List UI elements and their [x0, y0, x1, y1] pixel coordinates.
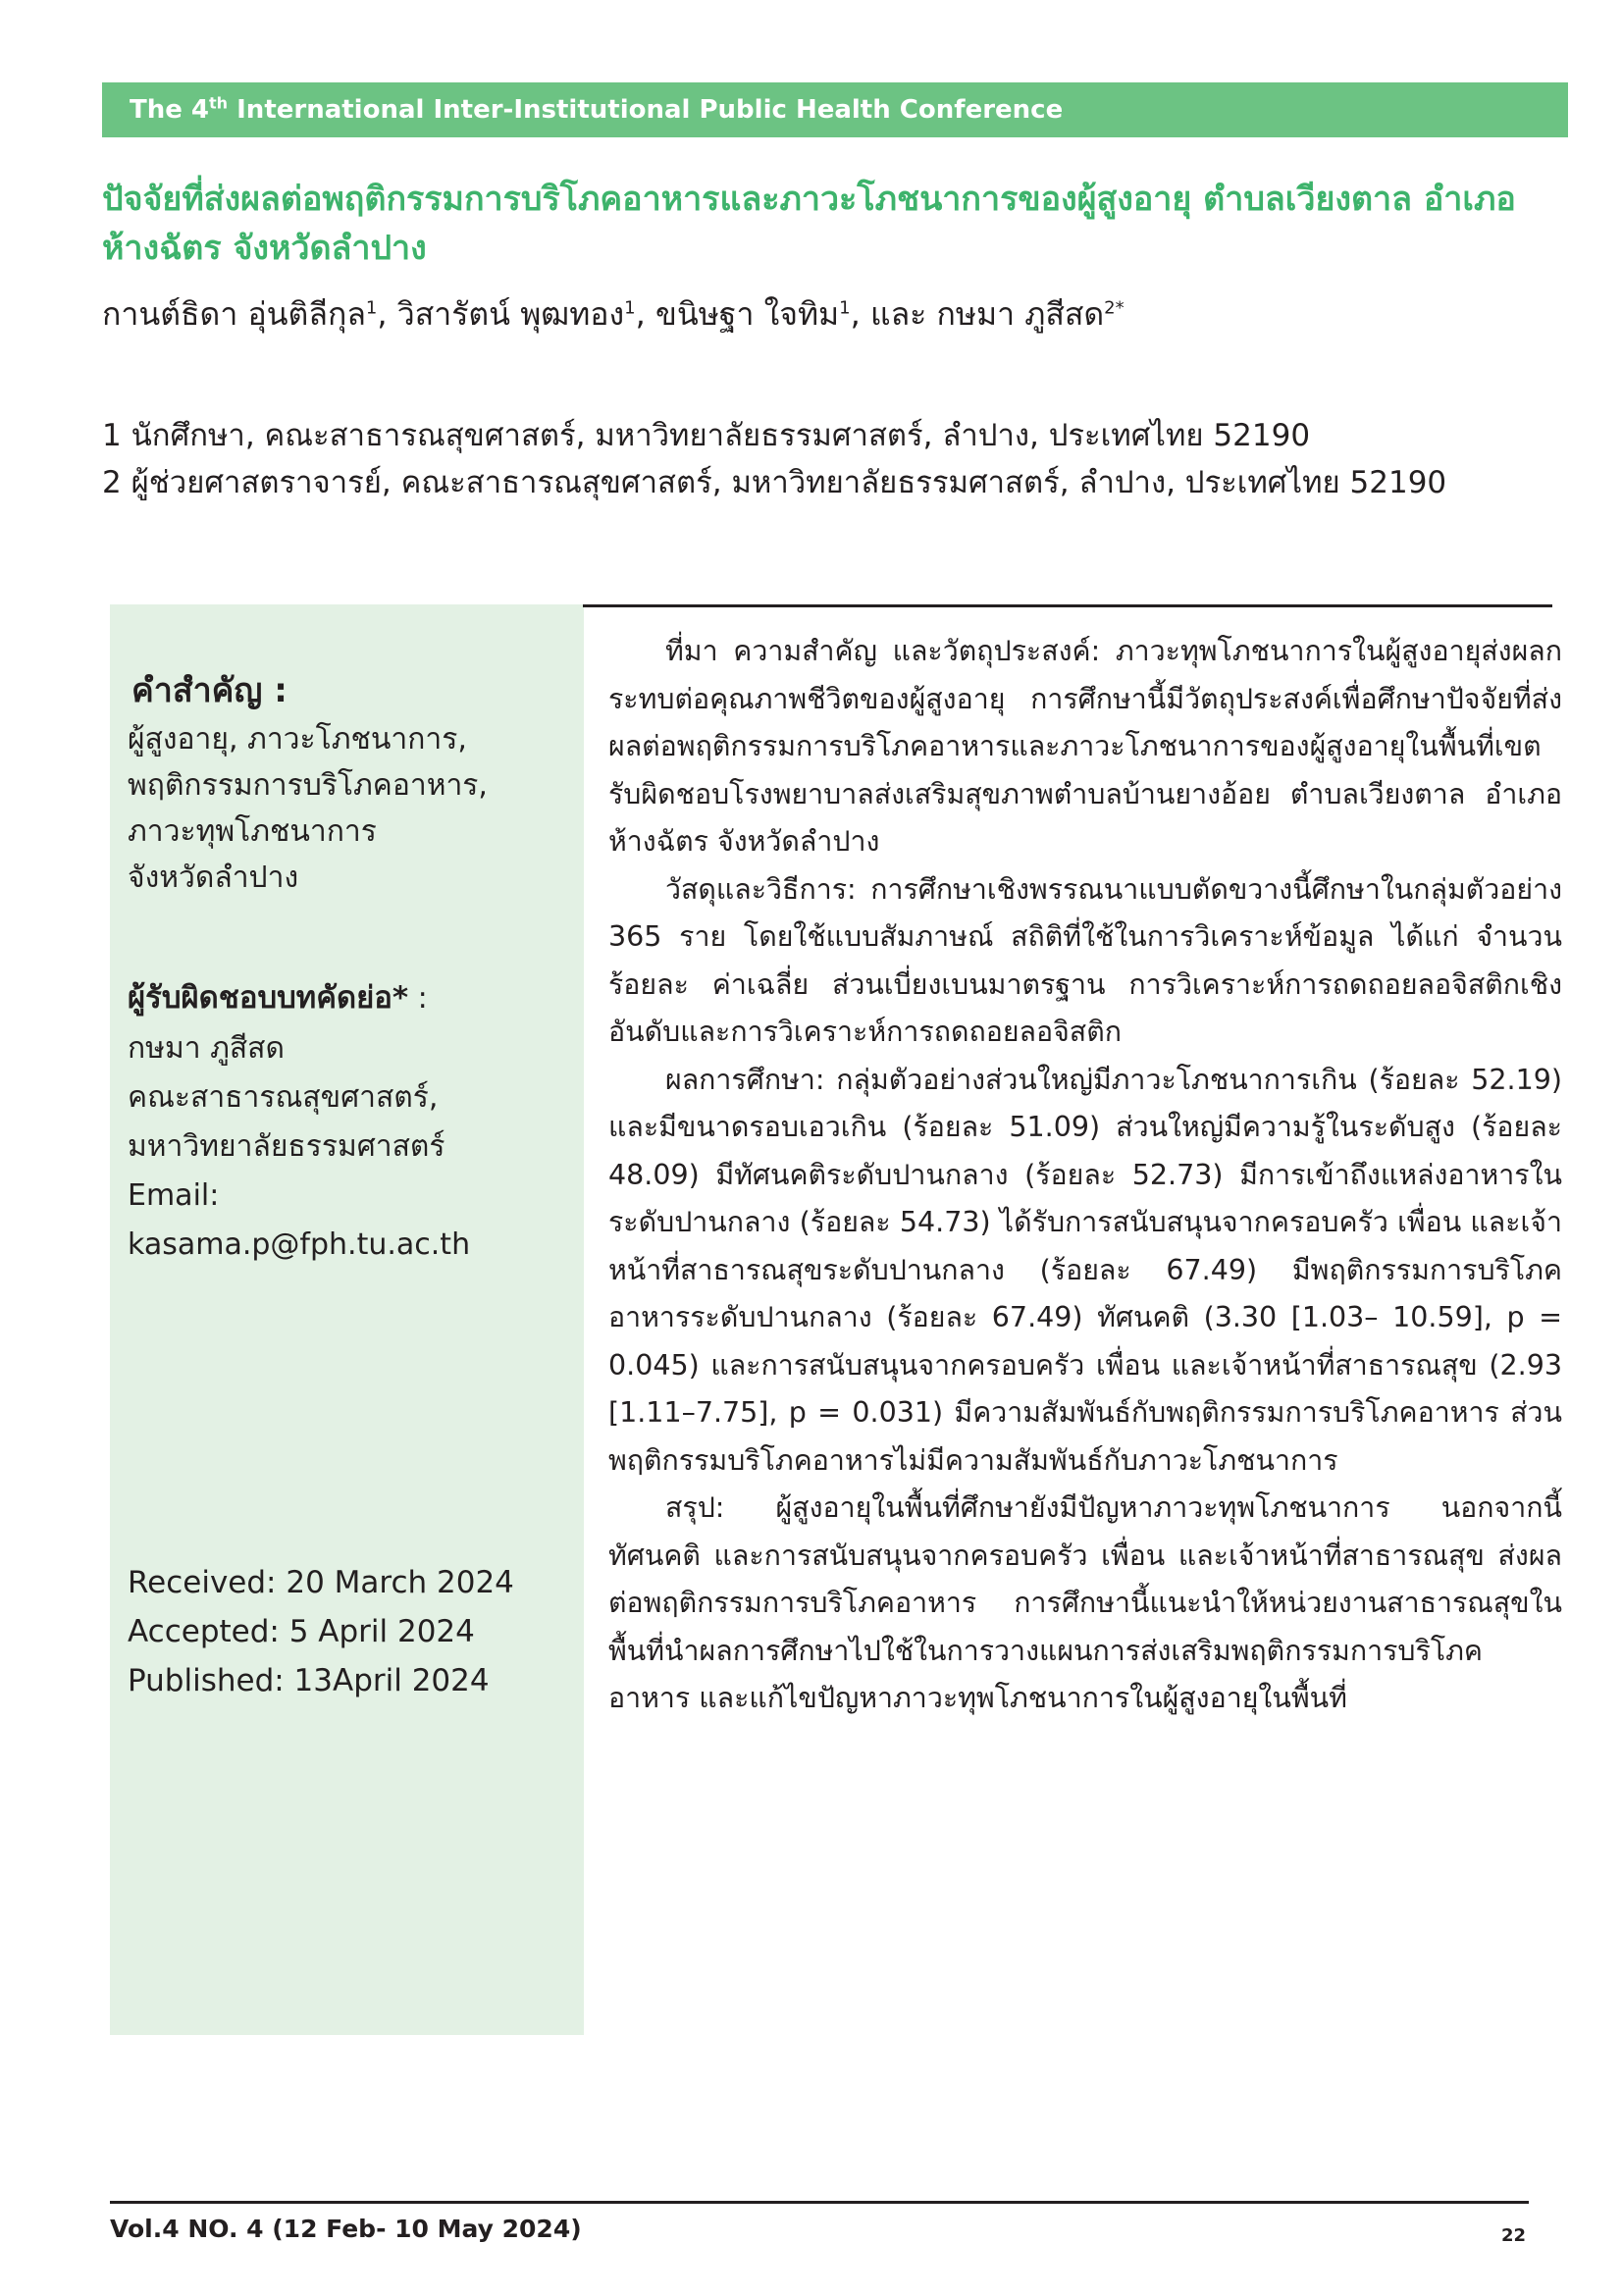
author-name: วิสารัตน์ พุฒทอง: [396, 295, 625, 333]
email-address[interactable]: kasama.p@fph.tu.ac.th: [128, 1227, 471, 1262]
accepted-date: Accepted: 5 April 2024: [128, 1614, 475, 1649]
corresponding-university: มหาวิทยาลัยธรรมศาสตร์: [128, 1129, 445, 1164]
conference-banner: [102, 82, 1568, 137]
abstract-results: ผลการศึกษา: กลุ่มตัวอย่างส่วนใหญ่มีภาวะโภชนาการเกิน (ร้อยละ 52.19) และมีขนาดรอบเอวเกิน (ร้อยละ 51.09) ส่วนใหญ่มีความรู้ในระดับสูง (ร้อยละ 48.09) มีทัศนคติระดับปานกลาง (ร้อยละ 52.73) มีการเข้าถึงแหล่งอาหารในระดับปานกลาง (ร้อยละ 54.73) ได้รับการสนับสนุนจากครอบครัว เพื่อน และเจ้าหน้าที่สาธารณสุขระดับปานกลาง (ร้อยละ 67.49) มีพฤติกรรมการบริโภคอาหารระดับปานกลาง (ร้อยละ 67.49) ทัศนคติ (3.30 [1.03– 10.59], p = 0.045) และการสนับสนุนจากครอบครัว เพื่อน และเจ้าหน้าที่สาธารณสุข (2.93 [1.11–7.75], p = 0.031) มีความสัมพันธ์กับพฤติกรรมการบริโภคอาหาร ส่วนพฤติกรรมบริโภคอาหารไม่มีความสัมพันธ์กับภาวะโภชนาการ: [608, 1063, 1562, 1477]
published-date: Published: 13April 2024: [128, 1663, 490, 1698]
footer-rule: [110, 2201, 1529, 2204]
keyword-line: จังหวัดลำปาง: [128, 861, 299, 895]
keyword-line: ผู้สูงอายุ, ภาวะโภชนาการ,: [128, 722, 467, 757]
abstract-background: ที่มา ความสำคัญ และวัตถุประสงค์: ภาวะทุพโภชนาการในผู้สูงอายุส่งผลกระทบต่อคุณภาพชีวิตของผู้สูงอายุ การศึกษานี้มีวัตถุประสงค์เพื่อศึกษาปัจจัยที่ส่งผลต่อพฤติกรรมการบริโภคอาหารและภาวะโภชนาการของผู้สูงอายุในพื้นที่เขตรับผิดชอบโรงพยาบาลส่งเสริมสุขภาพตำบลบ้านยางอ้อย ตำบลเวียงตาล อำเภอห้างฉัตร จังหวัดลำปาง: [608, 635, 1562, 858]
banner-text-pre: The 4: [130, 95, 210, 125]
author-separator: , และ: [850, 295, 937, 333]
received-date: Received: 20 March 2024: [128, 1565, 514, 1600]
author-affil-mark: 1: [624, 297, 636, 319]
volume-info: Vol.4 NO. 4 (12 Feb- 10 May 2024): [110, 2215, 582, 2243]
author-separator: ,: [377, 295, 397, 333]
corresponding-name: กษมา ภูสีสด: [128, 1031, 285, 1066]
author-affil-mark: 2*: [1104, 297, 1125, 319]
affiliation-2: 2 ผู้ช่วยศาสตราจารย์, คณะสาธารณสุขศาสตร์, มหาวิทยาลัยธรรมศาสตร์, ลำปาง, ประเทศไทย 52190: [102, 465, 1447, 500]
email-label: Email:: [128, 1178, 220, 1213]
author-list: [102, 290, 1574, 338]
author-name: ขนิษฐา ใจทิม: [654, 295, 840, 333]
abstract-conclusion: สรุป: ผู้สูงอายุในพื้นที่ศึกษายังมีปัญหาภาวะทุพโภชนาการ นอกจากนี้ทัศนคติ และการสนับสนุนจากครอบครัว เพื่อน และเจ้าหน้าที่สาธารณสุข ส่งผลต่อพฤติกรรมการบริโภคอาหาร การศึกษานี้แนะนำให้หน่วยงานสาธารณสุขในพื้นที่นำผลการศึกษาไปใช้ในการวางแผนการส่งเสริมพฤติกรรมการบริโภคอาหาร และแก้ไขปัญหาภาวะทุพโภชนาการในผู้สูงอายุในพื้นที่: [608, 1491, 1562, 1714]
author-name: กานต์ธิดา อุ่นติลีกุล: [102, 295, 366, 333]
author-affil-mark: 1: [839, 297, 851, 319]
abstract-methods: วัสดุและวิธีการ: การศึกษาเชิงพรรณนาแบบตัดขวางนี้ศึกษาในกลุ่มตัวอย่าง 365 ราย โดยใช้แบบสัมภาษณ์ สถิติที่ใช้ในการวิเคราะห์ข้อมูล ได้แก่ จำนวน ร้อยละ ค่าเฉลี่ย ส่วนเบี่ยงเบนมาตรฐาน การวิเคราะห์การถดถอยลอจิสติกเชิงอันดับและการวิเคราะห์การถดถอยลอจิสติก: [608, 872, 1562, 1048]
corresponding-heading: [128, 975, 428, 1021]
affiliation-1: 1 นักศึกษา, คณะสาธารณสุขศาสตร์, มหาวิทยาลัยธรรมศาสตร์, ลำปาง, ประเทศไทย 52190: [102, 418, 1311, 453]
author-separator: ,: [635, 295, 655, 333]
info-sidebar: [110, 604, 584, 2035]
keyword-line: พฤติกรรมการบริโภคอาหาร,: [128, 768, 488, 803]
corresponding-faculty: คณะสาธารณสุขศาสตร์,: [128, 1080, 439, 1115]
publication-dates: [128, 1558, 514, 1705]
corresponding-author-info: [128, 1024, 569, 1270]
abstract-body: [608, 628, 1562, 1723]
keyword-line: ภาวะทุพโภชนาการ: [128, 814, 377, 849]
author-name: กษมา ภูสีสด: [936, 295, 1105, 333]
paper-title: ปัจจัยที่ส่งผลต่อพฤติกรรมการบริโภคอาหารและภาวะโภชนาการของผู้สูงอายุ ตำบลเวียงตาล อำเภอห้างฉัตร จังหวัดลำปาง: [102, 180, 1516, 268]
keywords-list: [128, 716, 569, 901]
page-number: 22: [1501, 2225, 1527, 2246]
corresponding-heading-colon: :: [408, 981, 428, 1016]
banner-superscript: th: [209, 93, 229, 113]
author-affil-mark: 1: [365, 297, 378, 319]
abstract-top-rule: [583, 604, 1552, 607]
corresponding-heading-label: ผู้รับผิดชอบบทคัดย่อ*: [128, 980, 409, 1016]
keywords-heading: คำสำคัญ :: [131, 671, 288, 710]
banner-text-post: International Inter-Institutional Public Health Conference: [228, 95, 1064, 125]
